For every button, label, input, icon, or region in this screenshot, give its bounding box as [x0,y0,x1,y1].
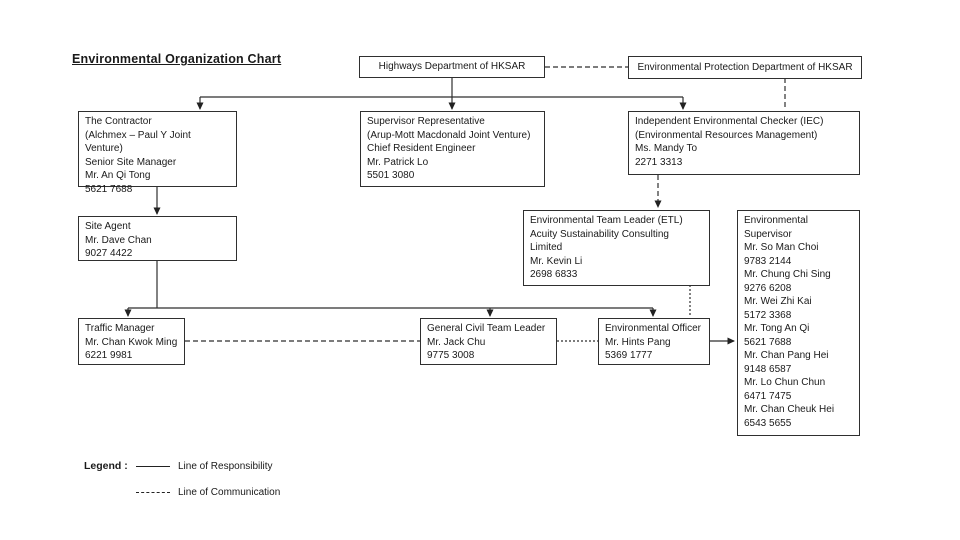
box-line: 9148 6587 [744,363,792,375]
box-line: 9027 4422 [85,248,133,259]
box-line: 9276 6208 [744,282,792,294]
box-line: 5621 7688 [85,183,133,195]
box-line: 5369 1777 [605,350,653,361]
box-line: Mr. Chung Chi Sing [744,269,831,280]
supervisor-representative-box [360,111,545,187]
legend-label: Legend : [84,460,128,472]
box-line: Highways Department of HKSAR [378,61,526,73]
environmental-supervisor-box [737,210,860,436]
box-line: Acuity Sustainability Consulting [530,228,669,240]
box-line: The Contractor [85,116,152,127]
legend-responsibility-text: Line of Responsibility [178,460,273,472]
box-line: Site Agent [85,221,131,232]
box-line: General Civil Team Leader [427,323,546,334]
box-line: Mr. Hints Pang [605,336,671,348]
box-line: Mr. Chan Pang Hei [744,350,829,361]
box-line: 6471 7475 [744,390,792,402]
box-line: Ms. Mandy To [635,143,698,154]
box-line: Environmental Protection Department of HKSAR [637,61,853,73]
legend-row-communication [84,484,280,500]
box-line: 5621 7688 [744,336,792,348]
box-line: Environmental Officer [605,323,701,334]
box-line: 5172 3368 [744,309,792,321]
page-title: Environmental Organization Chart [72,52,282,66]
box-line: Mr. Chan Cheuk Hei [744,404,835,415]
box-line: Mr. So Man Choi [744,242,819,253]
box-line: Chief Resident Engineer [367,143,476,154]
box-line: (Arup-Mott Macdonald Joint Venture) [367,129,531,141]
box-line: Mr. Lo Chun Chun [744,377,826,388]
box-line: Mr. Patrick Lo [367,156,429,168]
box-line: Limited [530,242,563,253]
box-line: 9775 3008 [427,350,475,361]
contractor-box [78,111,237,195]
box-line: Supervisor Representative [367,116,485,127]
general-civil-team-leader-box [420,318,557,365]
dashed-line-sample [136,492,170,493]
box-line: 6221 9981 [85,350,133,361]
box-line: 2271 3313 [635,156,683,168]
box-line: (Environmental Resources Management) [635,129,818,141]
box-line: Senior Site Manager [85,156,177,168]
box-line: Environmental Team Leader (ETL) [530,215,683,226]
environmental-team-leader-box [523,210,710,286]
legend-communication-text: Line of Communication [178,486,281,498]
box-line: Mr. Jack Chu [427,336,486,348]
box-line: (Alchmex – Paul Y Joint Venture) [85,129,191,154]
box-line: Independent Environmental Checker (IEC) [635,116,824,127]
box-line: Mr. Kevin Li [530,255,583,267]
environmental-officer-box [598,318,710,365]
box-line: 6543 5655 [744,417,792,429]
box-line: Environmental [744,215,808,226]
traffic-manager-box [78,318,185,365]
highways-department-box [359,56,545,78]
box-line: 5501 3080 [367,170,415,181]
environmental-protection-department-box [628,56,862,79]
box-line: 2698 6833 [530,269,578,280]
box-line: Supervisor [744,228,792,240]
legend-row-responsibility [84,458,280,474]
independent-environmental-checker-box [628,111,860,175]
box-line: Traffic Manager [85,323,155,334]
box-line: Mr. Wei Zhi Kai [744,296,812,307]
box-line: 9783 2144 [744,255,792,267]
box-line: Mr. Dave Chan [85,234,152,246]
box-line: Mr. Tong An Qi [744,323,810,334]
solid-line-sample [136,466,170,467]
legend [84,458,280,510]
box-line: Mr. Chan Kwok Ming [85,336,178,348]
box-line: Mr. An Qi Tong [85,170,151,181]
site-agent-box [78,216,237,261]
